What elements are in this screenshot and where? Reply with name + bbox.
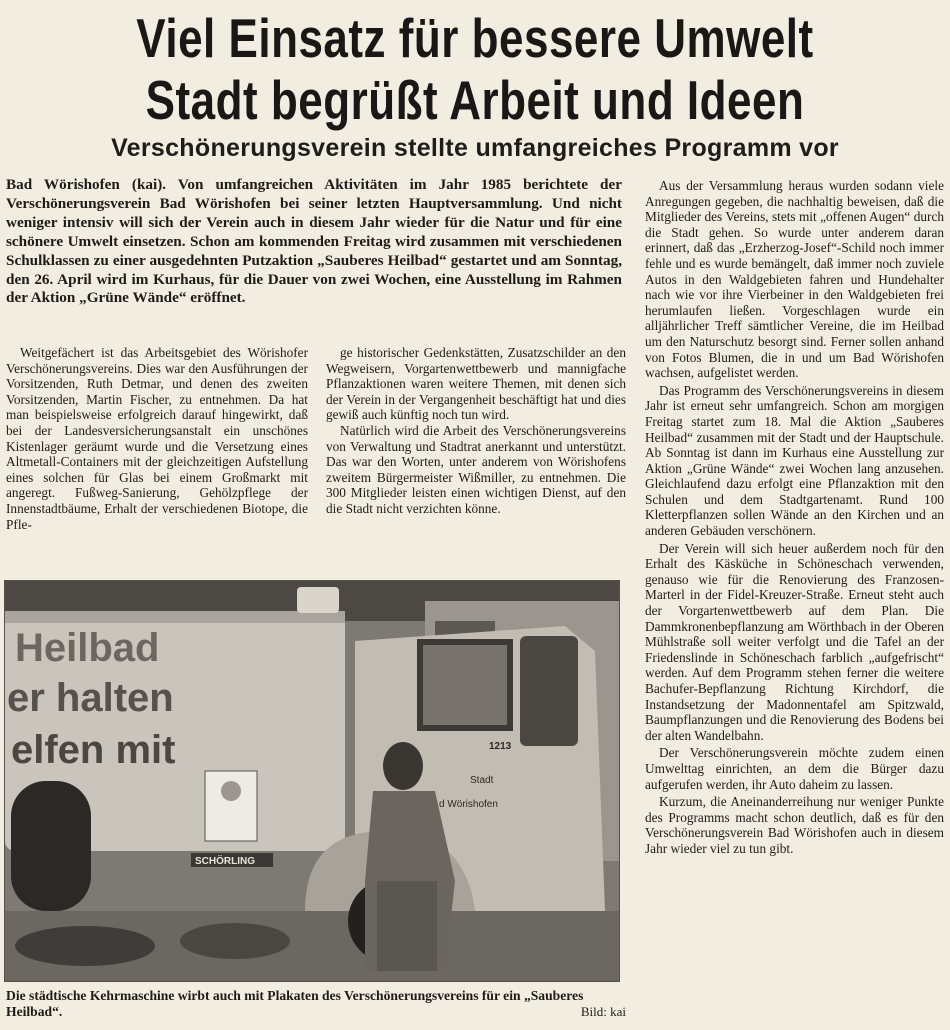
paragraph: Das Programm des Verschönerungsvereins in diesem Jahr ist erneut sehr umfangreich. Schon am morgigen Freitag startet zum 18. Mal die Aktion „Sauberes Heilbad“ zusammen mit der Stadt und der Hauptschule. Ab Sonntag ist dann im Kurhaus eine Ausstellung zur Aktion „Grüne Wände“ zwei Wochen lang anzusehen. Gleichlaufend dazu erfolgt eine Pflanzaktion mit den Schulen und dem Stadtgartenamt. Rund 100 Kletterpflanzen sollen Wände an den Kirchen und an anderen Gebäuden verschönern.	[645, 382, 944, 539]
paragraph: Natürlich wird die Arbeit des Verschönerungsvereins von Verwaltung und Stadtrat anerkannt und unterstützt. Das war den Worten, unter anderem von Wörishofens zweitem Bürgermeister Wißmiller, zu entnehmen. Die 300 Mitglieder leisten einen wichtigen Dienst, auf den die Stadt nicht verzichten könne.	[326, 422, 626, 516]
photo-caption	[6, 988, 626, 1020]
paragraph: Der Verein will sich heuer außerdem noch für den Erhalt des Käsküche in Schöneschach verwenden, genauso wie für die Renovierung des Franzosen-Marterl in der Fidel-Kreuzer-Straße. Erneut steht auch der Vorgartenwettbewerb auf dem Plan. Die Dammkronenbepflanzung am Wörthbach in der Oberen Mühlstraße soll weiter verfolgt und die Tafel an der Friedenslinde in Schöneschach farblich „aufgefrischt“ werden. Auf dem Programm stehen ferner die weitere Bachufer-Bepflanzung Richtung Kirchdorf, die Instandsetzung der Madonnentafel am Spitzwald, Baumpflanzungen und die Renovierung des Bodens bei der alten Wandelbahn.	[645, 540, 944, 743]
subheadline: Verschönerungsverein stellte umfangreiches Programm vor	[111, 134, 839, 162]
paragraph: ge historischer Gedenkstätten, Zusatzschilder an den Wegweisern, Vorgartenwettbewerb und mannigfache Pflanzaktionen waren weitere Themen, mit denen sich der Verein in der Vergangenheit beschäftigt hat und dies gewiß auch künftig noch tun wird.	[326, 345, 626, 423]
paragraph: Der Verschönerungsverein möchte zudem einen Umwelttag einrichten, an dem die Bürger dazu aufgerufen werden, ihr Auto daheim zu lassen.	[645, 745, 944, 792]
lead-paragraph: Bad Wörishofen (kai). Von umfangreichen Aktivitäten im Jahr 1985 berichtete der Verschönerungsverein Bad Wörishofen bei seiner letzten Hauptversammlung. Und nicht weniger intensiv will sich der Verein auch in diesem Jahr wieder für die Natur und für eine schönere Umwelt einsetzen. Schon am kommenden Freitag wird zusammen mit verschiedenen Schulklassen zu einer ausgedehnten Putzaktion „Sauberes Heilbad“ gestartet und am Sonntag, den 26. April wird im Kurhaus, für die Dauer von zwei Wochen, eine Ausstellung im Rahmen der Aktion „Grüne Wände“ eröffnet.	[6, 176, 622, 307]
paragraph: Kurzum, die Aneinanderreihung nur weniger Punkte des Programms macht schon deutlich, daß es für den Verschönerungsverein Bad Wörishofen auch in diesem Jahr wieder viel zu tun gibt.	[645, 794, 944, 856]
cab-number: 1213	[489, 741, 512, 752]
tank-slogan-line-1: Heilbad	[15, 626, 160, 670]
tank-slogan-line-2: er halten	[7, 676, 174, 720]
body-column-2	[326, 345, 626, 517]
paragraph: Weitgefächert ist das Arbeitsgebiet des Wörishofer Verschönerungsvereins. Dies war den Ausführungen der Vorsitzenden, Ruth Detmar, und denen des zweiten Vorsitzenden, Martin Fischer, zu entnehmen. Da hat man beispielsweise erfolgreich darauf hingewirkt, daß bei der Landesversicherungsanstalt ein unschönes Kistenlager geräumt wurde und die Versetzung eines Altmetall-Containers mit der gleichzeitigen Aufstellung eines solchen für Glas bei einem Großmarkt mit angeregt. Fußweg-Sanierung, Gehölzpflege der Innenstadtbäume, Erhalt der verschiedenen Biotope, die Pfle-	[6, 345, 308, 532]
paragraph: Aus der Versammlung heraus wurden sodann viele Anregungen gegeben, die nachhaltig beweisen, daß die Mitglieder des Vereins, stets mit „offenen Augen“ durch die Stadt gehen. So wurde unter anderem daran erinnert, daß das „Erzherzog-Josef“-Schild noch immer fehle und es wurde bemängelt, daß immer noch zuviele Autos in den Waldgebieten fahren und Hundehalter nach wie vor ihre Vierbeiner in den Waldgebieten frei herumlaufen ließen. Vorgeschlagen wurde ein alljährlicher Treff sämtlicher Vereine, die im Heilbad um den Naturschutz besorgt sind. Ferner sollen anhand von Fotos Blumen, die in und um Bad Wörishofen wachsen, aufgelistet werden.	[645, 178, 944, 381]
body-column-1	[6, 345, 308, 532]
headline-line-1: Viel Einsatz für bessere Umwelt	[136, 8, 814, 70]
door-text-line-2: d Wörishofen	[439, 799, 498, 810]
caption-text: Die städtische Kehrmaschine wirbt auch mit Plakaten des Verschönerungsvereins für ein „Sauberes Heilbad“.	[6, 988, 584, 1019]
street-sweeper-photo	[4, 580, 620, 982]
tank-brand-label: SCHÖRLING	[195, 856, 255, 867]
door-text-line-1: Stadt	[470, 775, 494, 786]
headline-line-2: Stadt begrüßt Arbeit und Ideen	[145, 70, 805, 132]
body-column-3	[645, 178, 944, 859]
tank-slogan-line-3: elfen mit	[11, 728, 176, 772]
photo-credit: Bild: kai	[580, 1004, 626, 1019]
